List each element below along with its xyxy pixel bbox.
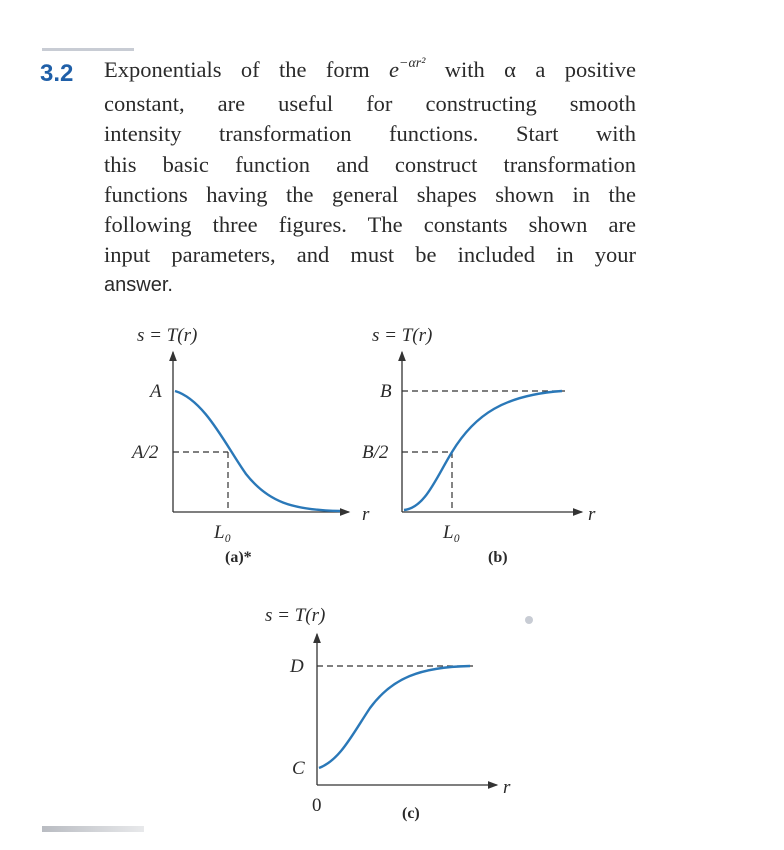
figure-a-ylabel: s = T(r) (137, 325, 198, 346)
problem-line-5: functions having the general shapes shown in the (104, 181, 636, 207)
figure-a-L0-label: L₀ (214, 522, 232, 543)
exponential-base: e (389, 57, 400, 82)
figure-a-curve (175, 391, 340, 511)
figure-a-caption: (a)* (225, 549, 252, 566)
problem-line-1: Exponentials of the form $e^{-\alpha r^2}$ with α a positive (104, 56, 636, 82)
figure-c-y-low-label: C (292, 758, 305, 779)
problem-line-3: intensity transformation functions. Start with (104, 121, 636, 147)
figure-c-caption: (c) (402, 805, 420, 822)
figure-b-L0-label: L₀ (443, 522, 461, 543)
problem-line-7: input parameters, and must be included in your (104, 242, 636, 268)
figure-b-x-axis-label: r (588, 504, 596, 525)
figure-a-y-top-label: A (150, 381, 162, 402)
problem-number: 3.2 (40, 60, 74, 87)
figure-a-x-axis-label: r (362, 504, 370, 525)
figure-a (130, 325, 370, 566)
figure-b-y-top-label: B (380, 381, 392, 402)
problem-line-4: this basic function and construct transformation (104, 151, 636, 177)
problem-line-2: constant, are useful for constructing smooth (104, 91, 636, 117)
figure-c-ylabel: s = T(r) (265, 605, 326, 626)
scan-dot-mark (525, 616, 533, 624)
figure-c (265, 605, 511, 822)
figure-c-y-top-label: D (290, 656, 304, 677)
figure-c-curve (319, 666, 470, 768)
figure-b-curve (404, 391, 562, 510)
exponent: −αr² (399, 56, 426, 72)
figure-c-origin-label: 0 (312, 795, 322, 816)
figure-c-x-axis-label: r (503, 777, 511, 798)
figure-b (362, 325, 596, 566)
figure-b-ylabel: s = T(r) (372, 325, 433, 346)
problem-line-8: answer. (104, 274, 173, 297)
figure-a-y-half-label: A/2 (132, 442, 159, 463)
figure-b-y-half-label: B/2 (362, 442, 389, 463)
figure-b-caption: (b) (488, 549, 508, 566)
problem-line-6: following three figures. The constants shown are (104, 212, 636, 238)
footer-bar (42, 826, 144, 832)
